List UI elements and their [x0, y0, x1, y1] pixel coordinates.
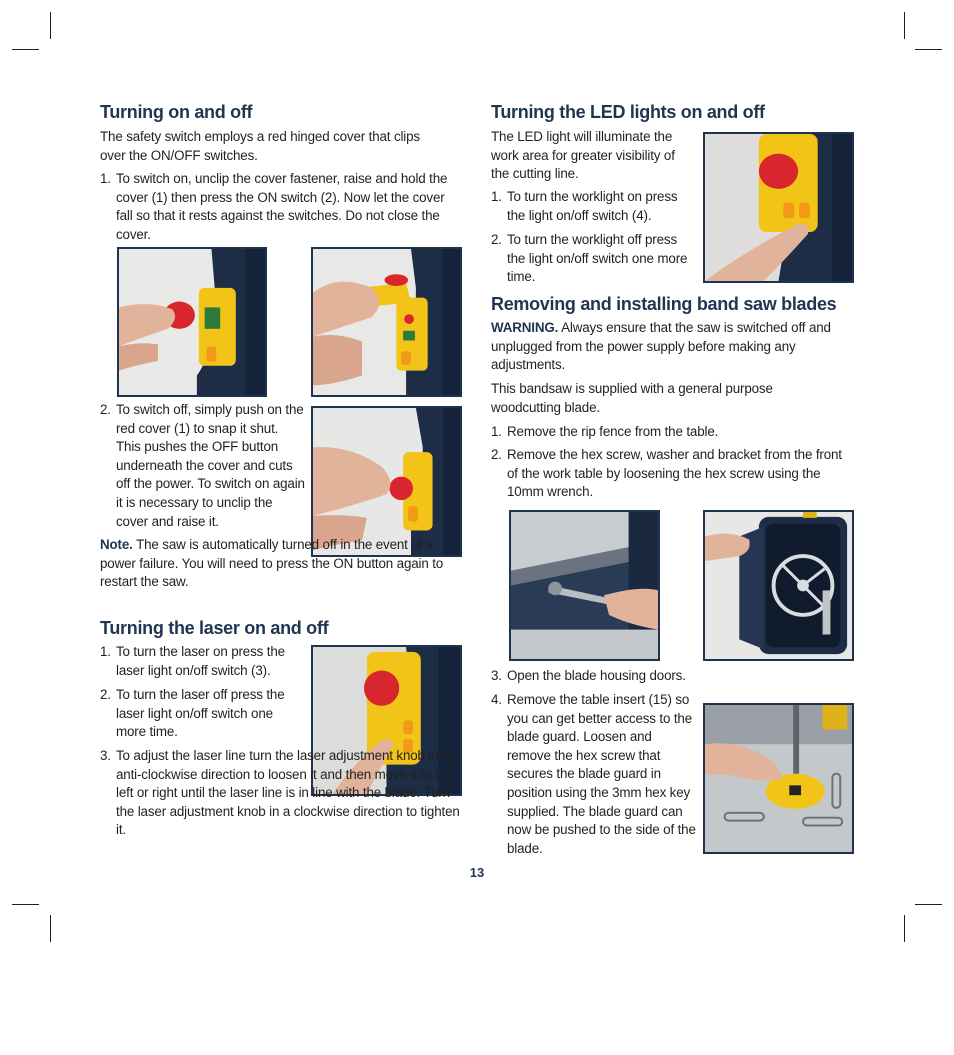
step-text: To turn the worklight off press the light on/off switch one more time.	[507, 232, 688, 285]
step-number: 1.	[100, 171, 111, 186]
step-number: 1.	[100, 644, 111, 659]
crop-mark	[12, 904, 39, 905]
crop-mark	[12, 49, 39, 50]
step-number: 2.	[491, 447, 502, 462]
step-text: Remove the table insert (15) so you can get better access to the blade guard. Loosen and remove the hex screw that secures the blade guard in position using the 3mm hex key supplied. The blade guard can now be pushed to the side of the blade.	[507, 692, 696, 856]
blades-step-1	[491, 423, 851, 442]
photo-switch-off-push-cover	[311, 406, 462, 557]
step-number: 1.	[491, 424, 502, 439]
laser-step-1	[100, 643, 305, 680]
blades-warning	[491, 319, 851, 375]
step-number: 3.	[491, 668, 502, 683]
photo-table-hex-screw-wrench	[509, 510, 660, 661]
step-text	[100, 747, 465, 840]
crop-mark	[50, 915, 51, 942]
step-text: Remove the rip fence from the table.	[507, 424, 719, 439]
step-number: 2.	[491, 232, 502, 247]
note-text: The saw is automatically turned off in the event of a power failure. You will need to press the ON button again to restart the saw.	[100, 537, 444, 590]
step-text: Open the blade housing doors.	[507, 668, 686, 683]
photo-table-insert-blade-guard	[703, 703, 854, 854]
laser-step-3-text: To adjust the laser line turn the laser adjustment knob in an anti-clockwise direction to loosen it and then move it to the left or right until the laser line is in line with the blade. Turn the laser adjustment knob in a clockwise direction to tighten it.	[116, 748, 460, 838]
step-text: To switch on, unclip the cover fastener, raise and hold the cover (1) then press the ON switch (2). Now let the cover fall so that it rests against the switches. Do not close the cover.	[116, 171, 448, 242]
section-heading-turning-on-off: Turning on and off	[100, 102, 253, 122]
page-number: 13	[469, 865, 485, 880]
step-number: 2.	[100, 402, 111, 417]
warning-label: WARNING.	[491, 320, 559, 335]
crop-mark	[50, 12, 51, 39]
note-label: Note.	[100, 537, 133, 552]
photo-led-switch	[703, 132, 854, 283]
step-number: 4.	[491, 692, 502, 707]
led-step-2	[491, 231, 696, 287]
step-text: Remove the hex screw, washer and bracket from the front of the work table by loosening the hex screw using the 10mm wrench.	[507, 447, 842, 500]
power-failure-note	[100, 536, 465, 592]
step-text: To turn the worklight on press the light on/off switch (4).	[507, 189, 678, 223]
crop-mark	[904, 915, 905, 942]
blades-step-2	[491, 446, 851, 502]
crop-mark	[915, 49, 942, 50]
turning-on-intro: The safety switch employs a red hinged cover that clips over the ON/OFF switches.	[100, 129, 420, 163]
laser-step-3	[100, 747, 465, 840]
step-text: To turn the laser on press the laser light on/off switch (3).	[116, 644, 285, 678]
crop-mark	[904, 12, 905, 39]
warning-text: Always ensure that the saw is switched off and unplugged from the power supply before making any adjustments.	[491, 320, 831, 373]
turning-on-step-1	[100, 170, 450, 244]
blades-supplied: This bandsaw is supplied with a general purpose woodcutting blade.	[491, 381, 773, 415]
led-step-1	[491, 188, 696, 225]
step-number: 1.	[491, 189, 502, 204]
photo-switch-on-lift-cover	[311, 247, 462, 397]
led-intro: The LED light will illuminate the work area for greater visibility of the cutting line.	[491, 129, 675, 182]
section-heading-band-saw-blades: Removing and installing band saw blades	[491, 294, 837, 314]
crop-mark	[915, 904, 942, 905]
blades-step-4	[491, 691, 696, 858]
step-text: To turn the laser off press the laser light on/off switch one more time.	[116, 687, 285, 740]
section-heading-turning-laser: Turning the laser on and off	[100, 618, 329, 638]
turning-on-step-2	[100, 401, 305, 531]
laser-step-2	[100, 686, 305, 742]
step-number: 2.	[100, 687, 111, 702]
photo-blade-housing-doors	[703, 510, 854, 661]
section-heading-led: Turning the LED lights on and off	[491, 102, 765, 122]
step-text: To switch off, simply push on the red cover (1) to snap it shut. This pushes the OFF button underneath the cover and cuts off the power. To switch on again it is necessary to unclip the cover and raise it.	[116, 402, 305, 529]
step-number: 3.	[100, 748, 111, 763]
photo-switch-on-press	[117, 247, 267, 397]
blades-step-3	[491, 667, 701, 686]
